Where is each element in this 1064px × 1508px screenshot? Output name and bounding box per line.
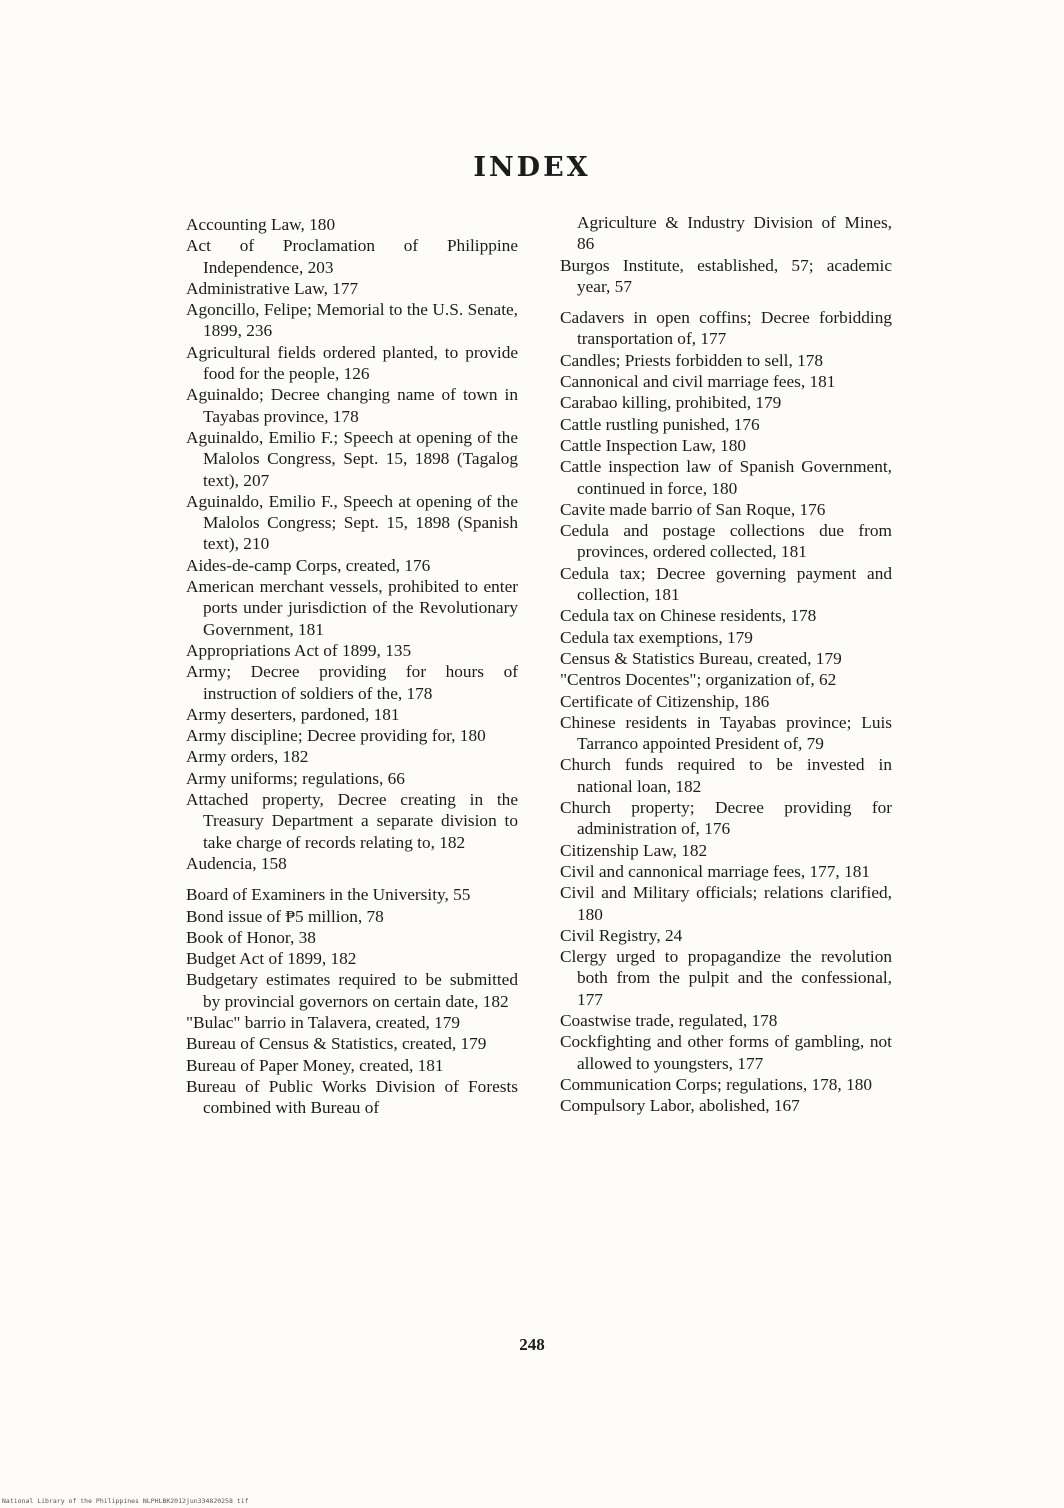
- index-entry: Civil Registry, 24: [560, 925, 683, 945]
- index-entry: Book of Honor, 38: [186, 927, 316, 947]
- index-entry: Cannonical and civil marriage fees, 181: [560, 372, 836, 392]
- index-entry: Agricultural fields ordered planted, to provide food for the people, 126: [186, 342, 518, 384]
- index-entry: Church funds required to be invested in national loan, 182: [560, 755, 892, 796]
- index-entry: Citizenship Law, 182: [560, 840, 708, 860]
- index-entry: Civil and cannonical marriage fees, 177, 181: [560, 861, 870, 881]
- index-entry: Cockfighting and other forms of gambling, not allowed to youngsters, 177: [560, 1032, 892, 1073]
- index-entry: Aguinaldo, Emilio F., Speech at opening of the Malolos Congress; Sept. 15, 1898 (Spanish text), 210: [186, 491, 518, 554]
- index-entry: "Centros Docentes"; organization of, 62: [560, 670, 837, 690]
- letter-group-gap: [186, 874, 518, 884]
- index-column-left: [186, 214, 518, 1118]
- index-entry: Cattle Inspection Law, 180: [560, 435, 747, 455]
- index-entry: Cattle rustling punished, 176: [560, 414, 760, 434]
- index-entry: Bureau of Public Works Division of Forests combined with Bureau of: [186, 1076, 518, 1118]
- index-entry: Coastwise trade, regulated, 178: [560, 1010, 778, 1030]
- index-entry: Cedula tax on Chinese residents, 178: [560, 606, 817, 626]
- index-entry: Army discipline; Decree providing for, 180: [186, 726, 486, 746]
- index-entry: Budgetary estimates required to be submitted by provincial governors on certain date, 182: [186, 970, 518, 1011]
- index-entry: Chinese residents in Tayabas province; Luis Tarranco appointed President of, 79: [560, 712, 892, 754]
- index-column-right: [560, 212, 892, 1116]
- index-entry: Census & Statistics Bureau, created, 179: [560, 648, 842, 668]
- index-entry: Cadavers in open coffins; Decree forbidding transportation of, 177: [560, 308, 892, 349]
- index-entry: Communication Corps; regulations, 178, 180: [560, 1074, 872, 1094]
- index-entry: Cedula and postage collections due from provinces, ordered collected, 181: [560, 521, 892, 562]
- index-entry: Clergy urged to propagandize the revolution both from the pulpit and the confessional, 177: [560, 947, 892, 1009]
- library-footer-stamp: National Library of the Philippines NLPHLBK2012jun334820258 tif: [2, 1497, 249, 1505]
- index-entry: Certificate of Citizenship, 186: [560, 691, 770, 711]
- index-entry: Army deserters, pardoned, 181: [186, 704, 400, 724]
- index-entry: Aguinaldo, Emilio F.; Speech at opening of the Malolos Congress, Sept. 15, 1898 (Tagalog text), 207: [186, 427, 518, 490]
- index-entry: "Bulac" barrio in Talavera, created, 179: [186, 1012, 461, 1032]
- index-entry: Attached property, Decree creating in the Treasury Department a separate division to take charge of records relating to, 182: [186, 790, 518, 852]
- index-entry: Appropriations Act of 1899, 135: [186, 640, 412, 660]
- index-entry: Compulsory Labor, abolished, 167: [560, 1096, 800, 1116]
- index-entry: Bureau of Paper Money, created, 181: [186, 1055, 444, 1075]
- page-title: INDEX: [473, 152, 591, 183]
- page-number: 248: [519, 1335, 545, 1354]
- letter-group-gap: [560, 297, 892, 307]
- index-entry: Aguinaldo; Decree changing name of town in Tayabas province, 178: [186, 385, 518, 426]
- index-entry: Civil and Military officials; relations clarified, 180: [560, 883, 892, 924]
- index-entry: Army uniforms; regulations, 66: [186, 768, 405, 788]
- index-entry: Accounting Law, 180: [186, 215, 336, 234]
- index-entry: Army; Decree providing for hours of instruction of soldiers of the, 178: [186, 662, 518, 703]
- index-entry: Board of Examiners in the University, 55: [186, 885, 471, 905]
- index-entry: Aides-de-camp Corps, created, 176: [186, 555, 431, 575]
- index-entry: Agoncillo, Felipe; Memorial to the U.S. Senate, 1899, 236: [186, 300, 518, 341]
- index-entry: Cavite made barrio of San Roque, 176: [560, 499, 826, 519]
- index-entry: Carabao killing, prohibited, 179: [560, 393, 782, 413]
- index-entry: Candles; Priests forbidden to sell, 178: [560, 350, 824, 370]
- index-entry: Cedula tax; Decree governing payment and collection, 181: [560, 563, 892, 605]
- index-entry: Cedula tax exemptions, 179: [560, 627, 753, 647]
- index-entry: American merchant vessels, prohibited to enter ports under jurisdiction of the Revolutionary Government, 181: [186, 577, 518, 639]
- index-entry: Agriculture & Industry Division of Mines, 86: [577, 213, 892, 254]
- index-entry: Bond issue of ₱5 million, 78: [186, 906, 384, 926]
- index-entry: Army orders, 182: [186, 747, 309, 767]
- index-entry: Church property; Decree providing for administration of, 176: [560, 798, 892, 839]
- index-entry: Cattle inspection law of Spanish Government, continued in force, 180: [560, 457, 892, 498]
- index-entry: Budget Act of 1899, 182: [186, 949, 357, 969]
- index-entry: Burgos Institute, established, 57; academic year, 57: [560, 255, 892, 296]
- index-entry: Act of Proclamation of Philippine Independence, 203: [186, 236, 518, 277]
- index-entry: Administrative Law, 177: [186, 278, 359, 298]
- index-entry: Bureau of Census & Statistics, created, 179: [186, 1034, 487, 1054]
- index-entry: Audencia, 158: [186, 853, 287, 873]
